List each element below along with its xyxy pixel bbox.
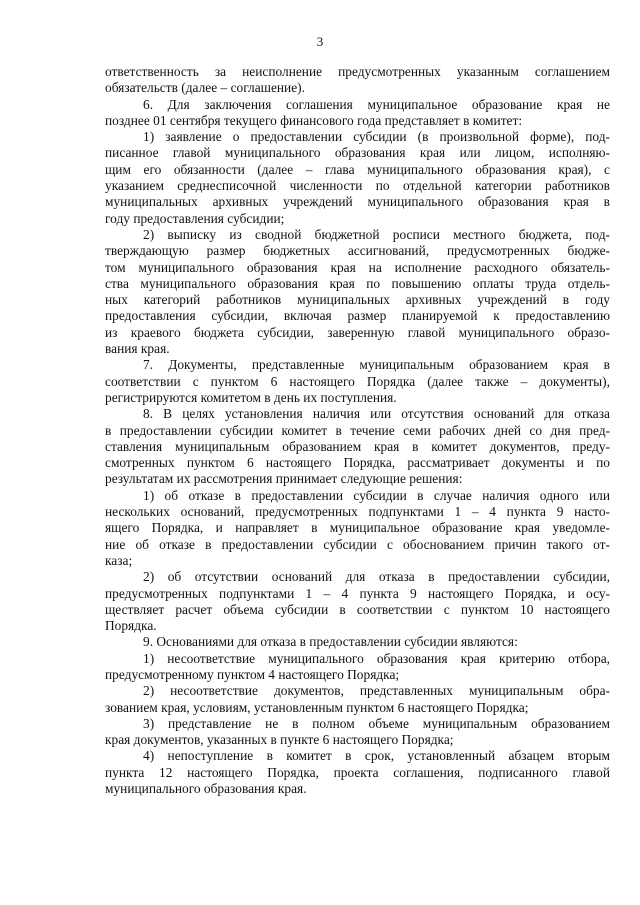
text-line: 2) выписку из сводной бюджетной росписи местного бюджета, под- xyxy=(143,226,610,242)
text-line: зованием края, условиям, установленным пунктом 6 настоящего Порядка; xyxy=(105,699,529,715)
text-line: результатам их рассмотрения принимает следующие решения: xyxy=(105,471,463,487)
text-line: ние об отказе в предоставлении субсидии с обоснованием причин такого от- xyxy=(105,536,610,552)
text-line: позднее 01 сентября текущего финансового года представляет в комитет: xyxy=(105,112,523,128)
text-line: ных категорий работников муниципальных архивных учреждений в году xyxy=(105,292,610,308)
text-line: ставления муниципальным образованием края в комитет документов, преду- xyxy=(105,438,610,454)
text-line: 3) представление не в полном объеме муниципальным образованием xyxy=(143,715,610,731)
page-number: 3 xyxy=(316,34,324,49)
text-line: 2) об отсутствии оснований для отказа в предоставлении субсидии, xyxy=(143,569,610,585)
text-line: регистрируются комитетом в день их поступления. xyxy=(105,389,397,405)
text-line: Порядка. xyxy=(105,618,157,634)
text-line: муниципального образования края. xyxy=(105,781,307,797)
text-line: из краевого бюджета субсидии, заверенную главой муниципального образо- xyxy=(105,324,610,340)
text-line: указанием среднесписочной численности по отдельной категории работников xyxy=(105,178,610,194)
text-line: предусмотренных подпунктами 1 – 4 пункта 9 настоящего Порядка, и осу- xyxy=(105,585,610,601)
text-line: 1) об отказе в предоставлении субсидии в случае наличия одного или xyxy=(143,487,610,503)
text-line: 9. Основаниями для отказа в предоставлении субсидии являются: xyxy=(143,634,518,650)
text-line: 2) несоответствие документов, представленных муниципальным обра- xyxy=(143,683,610,699)
text-line: соответствии с пунктом 6 настоящего Порядка (далее также – документы), xyxy=(105,373,610,389)
text-line: предусмотренному пунктом 4 настоящего Порядка; xyxy=(105,666,400,682)
text-line: смотренных пунктом 6 настоящего Порядка, рассматривает документы и по xyxy=(105,455,610,471)
text-line: 8. В целях установления наличия или отсутствия оснований для отказа xyxy=(143,406,610,422)
text-line: края документов, указанных в пункте 6 настоящего Порядка; xyxy=(105,732,454,748)
text-line: 4) непоступление в комитет в срок, установленный абзацем вторым xyxy=(143,748,610,764)
text-line: в предоставлении субсидии комитет в течение семи рабочих дней со дня пред- xyxy=(105,422,610,438)
text-line: муниципальных архивных учреждений муниципального образования края в xyxy=(105,194,610,210)
text-line: том муниципального образования края на исполнение расходного обязатель- xyxy=(105,259,610,275)
text-line: писанное главой муниципального образования края или лицом, исполняю- xyxy=(105,145,610,161)
text-line: 6. Для заключения соглашения муниципальное образование края не xyxy=(143,96,610,112)
text-line: предоставления субсидии, включая размер планируемой к предоставлению xyxy=(105,308,610,324)
text-line: 1) заявление о предоставлении субсидии (в произвольной форме), под- xyxy=(143,129,610,145)
text-line: каза; xyxy=(105,552,133,568)
text-line: ответственность за неисполнение предусмотренных указанным соглашением xyxy=(105,64,610,79)
text-line: ществляет расчет объема субсидии в соответствии с пунктом 10 настоящего xyxy=(105,601,610,617)
text-line: обязательств (далее – соглашение). xyxy=(105,80,305,96)
text-line: пункта 12 настоящего Порядка, проекта соглашения, подписанного главой xyxy=(105,764,610,780)
text-line: вания края. xyxy=(105,341,170,357)
text-line: ящего Порядка, и направляет в муниципальное образование края уведомле- xyxy=(105,520,610,536)
text-line: ства муниципального образования края по повышению оплаты труда отдель- xyxy=(105,275,610,291)
text-line: тверждающую размер бюджетных ассигнований, предусмотренных бюдже- xyxy=(105,243,610,259)
text-line: 7. Документы, представленные муниципальным образованием края в xyxy=(143,357,610,373)
text-line: нескольких оснований, предусмотренных подпунктами 1 – 4 пункта 9 насто- xyxy=(105,504,610,520)
text-line: году предоставления субсидии; xyxy=(105,210,285,226)
text-line: щим его обязанности (далее – глава муниципального образования края), с xyxy=(105,161,610,177)
document-body xyxy=(105,64,610,797)
text-line: 1) несоответствие муниципального образования края критерию отбора, xyxy=(143,650,610,666)
